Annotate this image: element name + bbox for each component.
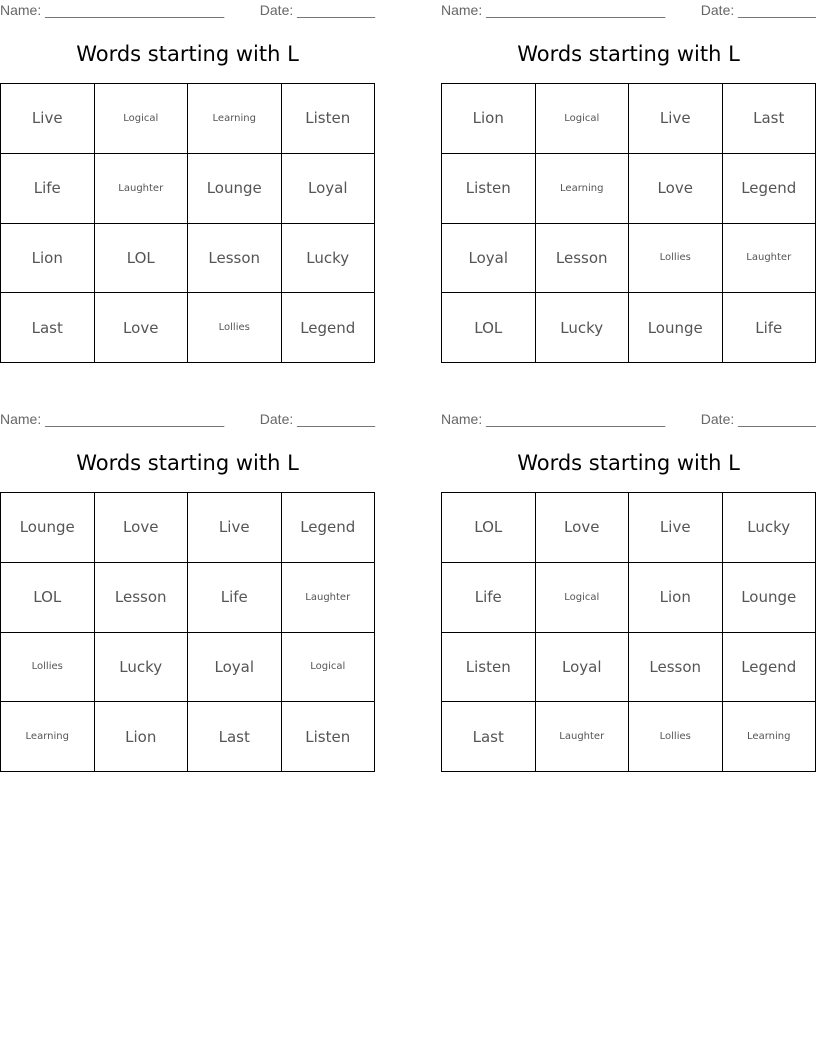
bingo-grid [0, 83, 375, 363]
bingo-cell: Lollies [1, 633, 95, 703]
bingo-cell: Lucky [95, 633, 189, 703]
bingo-cell: Legend [282, 493, 376, 563]
bingo-cell: Lollies [188, 293, 282, 363]
bingo-cell: Laughter [282, 563, 376, 633]
bingo-grid [441, 492, 816, 772]
bingo-cell: Life [442, 563, 536, 633]
bingo-cell: Logical [282, 633, 376, 703]
bingo-cell: LOL [1, 563, 95, 633]
card-title: Words starting with L [517, 42, 740, 66]
bingo-cell: Lesson [536, 224, 630, 294]
bingo-cell: Lucky [282, 224, 376, 294]
bingo-card [441, 409, 816, 789]
name-field: Name: _______________________ [441, 2, 666, 18]
bingo-cell: Listen [282, 702, 376, 772]
bingo-cell: Lounge [1, 493, 95, 563]
bingo-cell: Lucky [723, 493, 816, 563]
bingo-cell: Love [95, 493, 189, 563]
name-date-header [441, 2, 816, 20]
name-date-header [0, 411, 375, 429]
bingo-cell: Legend [282, 293, 376, 363]
bingo-cell: Laughter [95, 154, 189, 224]
bingo-cell: Learning [723, 702, 816, 772]
bingo-cell: Lion [442, 84, 536, 154]
card-title: Words starting with L [76, 42, 299, 66]
bingo-cell: Lounge [188, 154, 282, 224]
bingo-cell: Lesson [95, 563, 189, 633]
bingo-cell: LOL [95, 224, 189, 294]
bingo-cell: Legend [723, 633, 816, 703]
bingo-card [441, 0, 816, 380]
bingo-cell: Life [188, 563, 282, 633]
bingo-cell: Love [95, 293, 189, 363]
bingo-grid [441, 83, 816, 363]
bingo-cell: Last [723, 84, 816, 154]
bingo-cell: Listen [282, 84, 376, 154]
bingo-cell: Live [629, 84, 723, 154]
bingo-cell: Live [1, 84, 95, 154]
bingo-cell: Logical [536, 84, 630, 154]
bingo-card [0, 409, 375, 789]
date-field: Date: __________ [259, 2, 375, 18]
bingo-card [0, 0, 375, 380]
bingo-cell: Learning [536, 154, 630, 224]
bingo-cell: Lounge [723, 563, 816, 633]
bingo-cell: LOL [442, 493, 536, 563]
bingo-cell: Laughter [723, 224, 816, 294]
bingo-cell: Learning [1, 702, 95, 772]
bingo-cell: Logical [95, 84, 189, 154]
bingo-cell: Love [629, 154, 723, 224]
bingo-cell: Love [536, 493, 630, 563]
bingo-cell: Life [723, 293, 816, 363]
name-date-header [0, 2, 375, 20]
bingo-cell: Live [629, 493, 723, 563]
card-title: Words starting with L [76, 451, 299, 475]
bingo-cell: Lion [95, 702, 189, 772]
bingo-cell: Legend [723, 154, 816, 224]
bingo-cell: LOL [442, 293, 536, 363]
bingo-cell: Lesson [188, 224, 282, 294]
date-field: Date: __________ [700, 411, 816, 427]
name-field: Name: _______________________ [441, 411, 666, 427]
bingo-cell: Laughter [536, 702, 630, 772]
bingo-cell: Last [442, 702, 536, 772]
bingo-cell: Last [1, 293, 95, 363]
date-field: Date: __________ [259, 411, 375, 427]
bingo-cell: Lesson [629, 633, 723, 703]
bingo-cell: Live [188, 493, 282, 563]
name-field: Name: _______________________ [0, 2, 225, 18]
bingo-cell: Lion [1, 224, 95, 294]
name-date-header [441, 411, 816, 429]
bingo-cell: Learning [188, 84, 282, 154]
bingo-cell: Last [188, 702, 282, 772]
bingo-cell: Lucky [536, 293, 630, 363]
name-field: Name: _______________________ [0, 411, 225, 427]
bingo-cell: Loyal [282, 154, 376, 224]
bingo-grid [0, 492, 375, 772]
bingo-cell: Listen [442, 633, 536, 703]
bingo-cell: Loyal [188, 633, 282, 703]
bingo-cell: Lollies [629, 224, 723, 294]
bingo-cell: Lollies [629, 702, 723, 772]
bingo-cell: Logical [536, 563, 630, 633]
date-field: Date: __________ [700, 2, 816, 18]
bingo-cell: Life [1, 154, 95, 224]
bingo-cell: Lounge [629, 293, 723, 363]
bingo-cell: Loyal [536, 633, 630, 703]
bingo-cell: Loyal [442, 224, 536, 294]
card-title: Words starting with L [517, 451, 740, 475]
bingo-cell: Lion [629, 563, 723, 633]
bingo-cell: Listen [442, 154, 536, 224]
